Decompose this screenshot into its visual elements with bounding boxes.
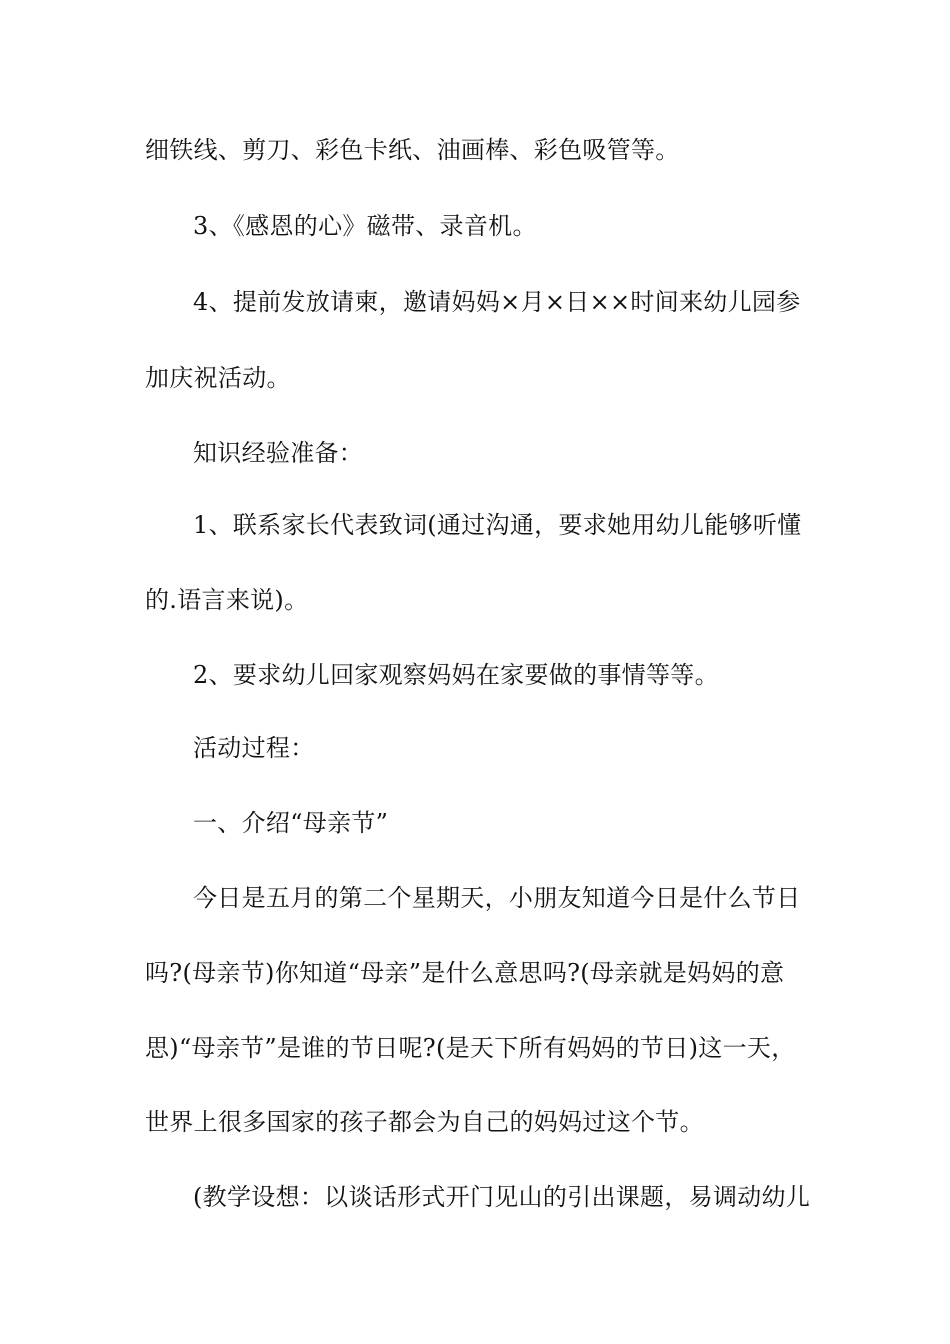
- text-line: 思)“母亲节”是谁的节日呢?(是天下所有妈妈的节日)这一天，: [145, 1034, 796, 1062]
- text-line: 4、提前发放请柬，邀请妈妈×月×日××时间来幼儿园参: [193, 288, 801, 316]
- text-line: 加庆祝活动。: [145, 364, 291, 392]
- section-heading: 一、介绍“母亲节”: [193, 809, 389, 837]
- text-line: 世界上很多国家的孩子都会为自己的妈妈过这个节。: [145, 1108, 704, 1136]
- text-line: 吗?(母亲节)你知道“母亲”是什么意思吗?(母亲就是妈妈的意: [145, 959, 785, 987]
- text-line: 3、《感恩的心》磁带、录音机。: [193, 212, 537, 240]
- section-heading: 知识经验准备：: [193, 439, 364, 467]
- text-line: 今日是五月的第二个星期天，小朋友知道今日是什么节日: [193, 884, 801, 912]
- text-line: 的.语言来说)。: [145, 586, 309, 614]
- section-heading: 活动过程：: [193, 734, 315, 762]
- text-line: 1、联系家长代表致词(通过沟通，要求她用幼儿能够听懂: [193, 511, 802, 539]
- text-line: 细铁线、剪刀、彩色卡纸、油画棒、彩色吸管等。: [145, 136, 680, 164]
- text-line: (教学设想：以谈话形式开门见山的引出课题，易调动幼儿: [193, 1183, 811, 1211]
- text-line: 2、要求幼儿回家观察妈妈在家要做的事情等等。: [193, 661, 719, 689]
